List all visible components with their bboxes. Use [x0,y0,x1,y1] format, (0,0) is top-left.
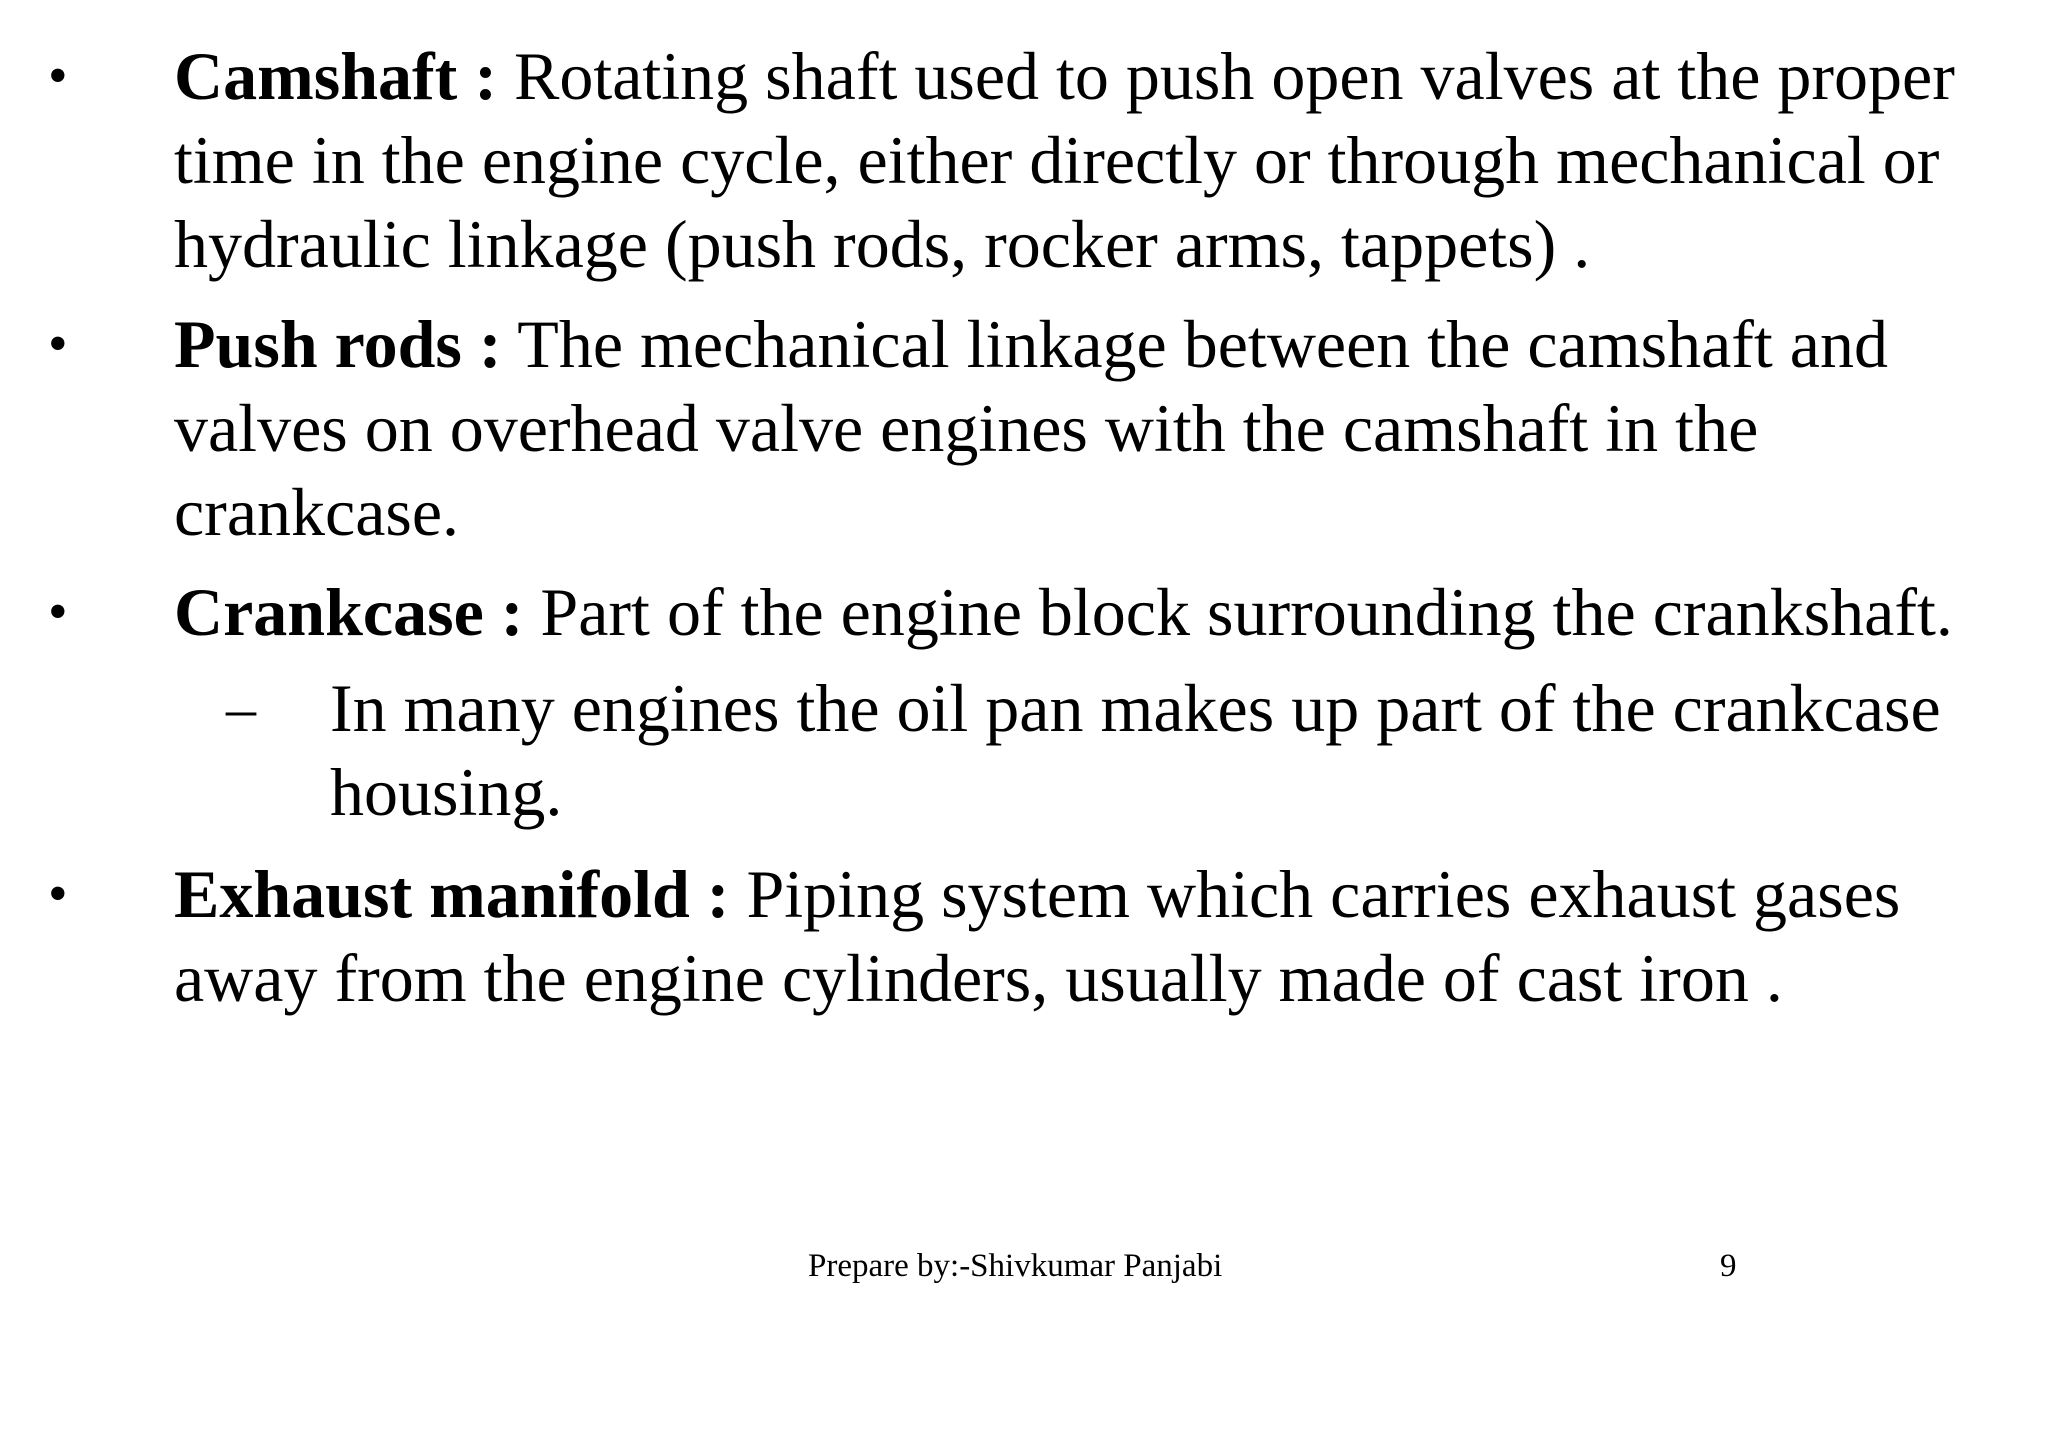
bullet-exhaust-manifold-text [174,852,2004,1020]
term-crankcase: Crankcase : [174,574,524,650]
bullet-camshaft-text [174,34,2004,286]
page-number: 9 [1720,1248,1737,1284]
definition-push-rods: The mechanical linkage between the camshaft and valves on overhead valve engines with the camshaft in the crankcase. [174,306,1888,550]
bullet-icon: • [48,45,68,107]
term-exhaust-manifold: Exhaust manifold : [174,856,730,932]
definition-crankcase: Part of the engine block surrounding the crankshaft. [523,574,1953,650]
footer-author: Prepare by:-Shivkumar Panjabi [808,1248,1223,1284]
dash-icon: – [226,675,256,741]
term-push-rods: Push rods : [174,306,502,382]
sub-bullet-crankcase-text: In many engines the oil pan makes up part of the crankcase housing. [330,670,1941,830]
bullet-icon: • [48,313,68,375]
bullet-push-rods-text [174,302,2004,554]
definition-camshaft: Rotating shaft used to push open valves at the proper time in the engine cycle, either directly or through mechanical or hydraulic linkage (push rods, rocker arms, tappets) . [174,38,1955,282]
term-camshaft: Camshaft : [174,38,497,114]
bullet-crankcase-text [174,570,2004,654]
definition-exhaust-manifold: Piping system which carries exhaust gases away from the engine cylinders, usually made of cast iron . [174,856,1901,1016]
bullet-icon: • [48,581,68,643]
bullet-icon: • [48,863,68,925]
